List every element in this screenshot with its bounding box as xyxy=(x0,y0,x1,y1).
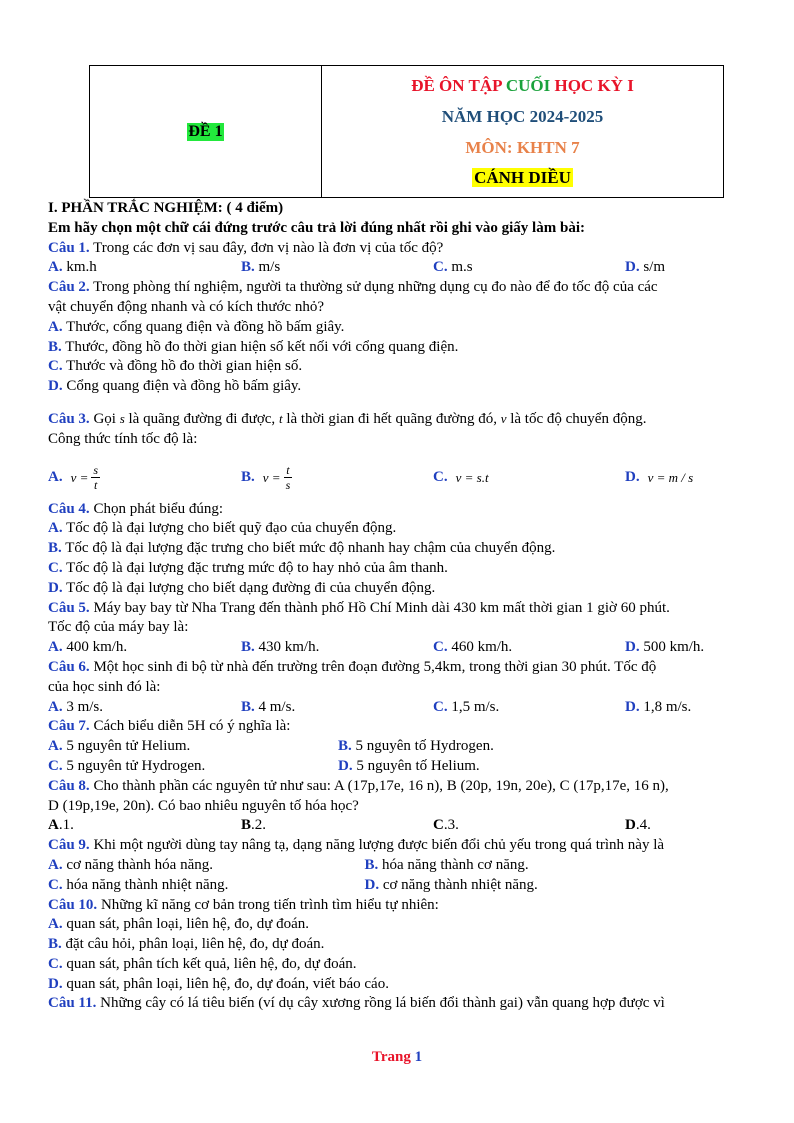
question-10-option-d: D. quan sát, phân loại, liên hệ, đo, dự đoán, viết báo cáo. xyxy=(48,975,389,992)
question-4: Câu 4. Chọn phát biểu đúng: xyxy=(48,500,224,517)
question-8: Câu 8. Cho thành phần các nguyên tử như sau: A (17p,17e, 16 n), B (20p, 19n, 20e), C (17p,17e, 16 n), xyxy=(48,777,669,794)
question-2: Câu 2. Trong phòng thí nghiệm, người ta thường sử dụng những dụng cụ đo nào để đo tốc độ của các xyxy=(48,279,658,296)
question-8-options: A.1. B.2. C.3. D.4. xyxy=(48,817,651,834)
textbook-series: CÁNH DIỀU xyxy=(474,168,571,188)
question-6-options: A. 3 m/s. B. 4 m/s. C. 1,5 m/s. D. 1,8 m/s. xyxy=(48,698,692,715)
question-9-options-cd: C. hóa năng thành nhiệt năng. D. cơ năng thành nhiệt năng. xyxy=(48,876,538,893)
question-2-option-b: B. Thước, đồng hồ đo thời gian hiện số kết nối với cổng quang điện. xyxy=(48,338,459,355)
question-3-options: A. v = $\frac{s}{t}$ B. v = $\frac{t}{s}$ C. v = s.t D. v = m / s xyxy=(48,463,694,493)
question-4-option-c: C. Tốc độ là đại lượng đặc trưng mức độ to hay nhỏ của âm thanh. xyxy=(48,559,448,576)
exam-number: ĐỀ 1 xyxy=(188,122,223,140)
question-4-option-b: B. Tốc độ là đại lượng đặc trưng cho biết mức độ nhanh hay chậm của chuyển động. xyxy=(48,540,556,557)
question-2-option-c: C. Thước và đồng hồ đo thời gian hiện số. xyxy=(48,358,303,375)
question-11: Câu 11. Những cây có lá tiêu biến (ví dụ cây xương rồng lá biến đổi thành gai) vẫn quang hợp được vì xyxy=(48,995,665,1012)
section-title: I. PHẦN TRẮC NGHIỆM: ( 4 điểm) xyxy=(48,200,284,216)
question-10: Câu 10. Những kĩ năng cơ bản trong tiến trình tìm hiểu tự nhiên: xyxy=(48,896,439,913)
question-5: Câu 5. Máy bay bay từ Nha Trang đến thành phố Hồ Chí Minh dài 430 km mất thời gian 1 giờ 60 phút. xyxy=(48,599,670,616)
question-10-option-b: B. đặt câu hỏi, phân loại, liên hệ, đo, dự đoán. xyxy=(48,936,325,953)
school-year: NĂM HỌC 2024-2025 xyxy=(441,106,604,126)
question-10-option-a: A. quan sát, phân loại, liên hệ, đo, dự đoán. xyxy=(48,916,310,933)
question-6: Câu 6. Một học sinh đi bộ từ nhà đến trường trên đoạn đường 5,4km, trong thời gian 30 phút. Tốc độ xyxy=(48,658,657,675)
question-10-option-c: C. quan sát, phân tích kết quả, liên hệ, đo, dự đoán. xyxy=(48,955,357,972)
question-7: Câu 7. Cách biểu diễn 5H có ý nghĩa là: xyxy=(48,718,291,735)
question-2-option-d: D. Cổng quang điện và đồng hồ bấm giây. xyxy=(48,378,302,395)
header-right-cell xyxy=(322,66,723,197)
question-7-options-cd: C. 5 nguyên tử Hydrogen. D. 5 nguyên tố Helium. xyxy=(48,757,480,774)
exam-content: I. PHẦN TRẮC NGHIỆM: ( 4 điểm) Em hãy chọn một chữ cái đứng trước câu trả lời đúng nhất rồi ghi vào giấy làm bài: Câu 1. Trong các đơn vị sau đây, đơn vị nào là đơn vị của tốc độ? A. km.h B. m/s C. m.s D. s/m Câu 2. Trong phòng thí nghiệm, người ta thường sử dụng những dụng cụ đo nào để đo tốc độ của các vật chuyển động nhanh và có kích thước nhỏ? A. Thước, cổng quang điện và đồng hồ bấm giây. B. Thước, đồng hồ đo thời gian hiện số kết nối với cổng quang điện. C. Thước và đồng hồ đo thời gian hiện số. D. Cổng quang điện và đồng hồ bấm giây. Câu 3. Gọi s là quãng đường đi được, t là thời gian đi hết quãng đường đó, v là tốc độ chuyển động. Công thức tính tốc độ là: A. v = $\frac{s}{t}$ B. v = $\frac{t}{s}$ C. v = s.t D. v = m / s Câu 4. Chọn phát biểu đúng: A. Tốc độ là đại lượng cho biết quỹ đạo của chuyển động. B. Tốc độ là đại lượng đặc trưng cho biết mức độ nhanh hay chậm của chuyển động. C. Tốc độ là đại lượng đặc trưng mức độ to hay nhỏ của âm thanh. D. Tốc độ là đại lượng cho biết dạng đường đi của chuyển động. Câu 5. Máy bay bay từ Nha Trang đến thành phố Hồ Chí Minh dài 430 km mất thời gian 1 giờ 60 phút. Tốc độ của máy bay là: A. 400 km/h. B. 430 km/h. C. 460 km/h. D. 500 km/h. Câu 6. Một học sinh đi bộ từ nhà đến trường trên đoạn đường 5,4km, trong thời gian 30 phút. Tốc độ của học sinh đó là: A. 3 m/s. B. 4 m/s. C. 1,5 m/s. D. 1,8 m/s. Câu 7. Cách biểu diễn 5H có ý nghĩa là: A. 5 nguyên tử Helium. B. 5 nguyên tố Hydrogen. C. 5 nguyên tử Hydrogen. D. 5 nguyên tố Helium. Câu 8. Cho thành phần các nguyên tử như sau: A (17p,17e, 16 n), B (20p, 19n, 20e), C (17p,17e, 16 n), D (19p,19e, 20n). Có bao nhiêu nguyên tố hóa học? A.1. B.2. C.3. D.4. Câu 9. Khi một người dùng tay nâng tạ, dạng năng lượng được biến đổi chủ yếu trong quá trình này là A. cơ năng thành hóa năng. B. hóa năng thành cơ năng. C. hóa năng thành nhiệt năng. D. cơ năng thành nhiệt năng. Câu 10. Những kĩ năng cơ bản trong tiến trình tìm hiểu tự nhiên: A. quan sát, phân loại, liên hệ, đo, dự đoán. B. đặt câu hỏi, phân loại, liên hệ, đo, dự đoán. C. quan sát, phân tích kết quả, liên hệ, đo, dự đoán. D. quan sát, phân loại, liên hệ, đo, dự đoán, viết báo cáo. Câu 11. Những cây có lá tiêu biến (ví dụ cây xương rồng lá biến đổi thành gai) vẫn quang hợp được vì xyxy=(48,199,773,1014)
question-1: Câu 1. Trong các đơn vị sau đây, đơn vị nào là đơn vị của tốc độ? xyxy=(48,239,444,256)
instruction: Em hãy chọn một chữ cái đứng trước câu trả lời đúng nhất rồi ghi vào giấy làm bài: xyxy=(48,219,585,236)
question-4-option-a: A. Tốc độ là đại lượng cho biết quỹ đạo của chuyển động. xyxy=(48,520,397,537)
subject: MÔN: KHTN 7 xyxy=(465,137,580,157)
question-9-options-ab: A. cơ năng thành hóa năng. B. hóa năng thành cơ năng. xyxy=(48,856,529,873)
question-2-option-a: A. Thước, cổng quang điện và đồng hồ bấm giây. xyxy=(48,318,345,335)
header-left-cell xyxy=(90,66,322,197)
question-5-options: A. 400 km/h. B. 430 km/h. C. 460 km/h. D. 500 km/h. xyxy=(48,639,705,656)
question-4-option-d: D. Tốc độ là đại lượng cho biết dạng đường đi của chuyển động. xyxy=(48,579,436,596)
exam-title: ĐỀ ÔN TẬP CUỐI HỌC KỲ I xyxy=(411,76,634,95)
question-1-options: A. km.h B. m/s C. m.s D. s/m xyxy=(48,259,666,276)
question-9: Câu 9. Khi một người dùng tay nâng tạ, dạng năng lượng được biến đổi chủ yếu trong quá trình này là xyxy=(48,837,665,854)
header-table xyxy=(89,65,724,198)
question-3: Câu 3. Gọi s là quãng đường đi được, t là thời gian đi hết quãng đường đó, v là tốc độ chuyển động. xyxy=(48,410,647,427)
page-footer: Trang 1 xyxy=(371,1049,423,1065)
question-7-options-ab: A. 5 nguyên tử Helium. B. 5 nguyên tố Hydrogen. xyxy=(48,738,494,755)
page-number: 1 xyxy=(414,1049,423,1065)
